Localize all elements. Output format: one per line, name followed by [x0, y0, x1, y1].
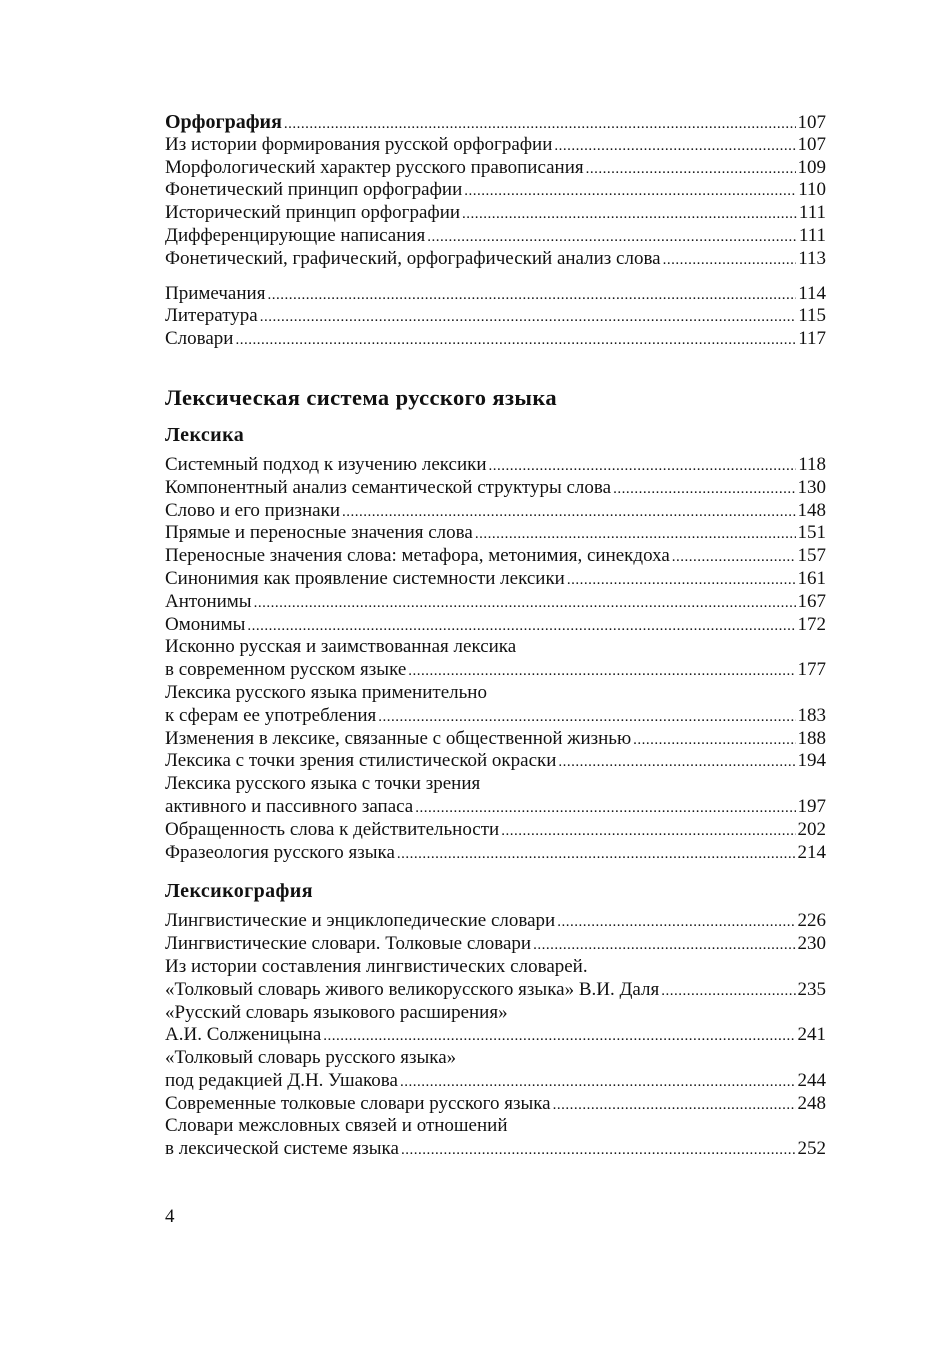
dot-leader: [475, 523, 796, 546]
toc-entry-title: активного и пассивного запаса: [165, 795, 414, 817]
dot-leader: [267, 284, 796, 307]
toc-entry-page: 172: [797, 613, 826, 635]
toc-entry-page: 115: [798, 305, 826, 327]
toc-entry-title: Из истории формирования русской орфографии: [165, 133, 553, 155]
toc-entry[interactable]: [165, 522, 826, 545]
toc-entry-last-line: [165, 1024, 826, 1047]
toc-entry-title: Изменения в лексике, связанные с общественной жизнью: [165, 727, 632, 749]
toc-entry-title: Фонетический, графический, орфографический анализ слова: [165, 247, 661, 269]
toc-entry-title: Системный подход к изучению лексики: [165, 453, 487, 475]
toc-entry-title: под редакцией Д.Н. Ушакова: [165, 1069, 398, 1091]
toc-entry-page: 202: [797, 818, 826, 840]
table-of-contents: [165, 111, 826, 1161]
toc-entry-multiline[interactable]: [165, 636, 826, 682]
dot-leader: [672, 546, 796, 569]
toc-entry-literature[interactable]: [165, 305, 826, 328]
toc-entry-title-line1: Исконно русская и заимствованная лексика: [165, 636, 517, 658]
toc-entry-title-line1: Лексика русского языка с точки зрения: [165, 773, 481, 795]
toc-entry-title: Фразеология русского языка: [165, 841, 395, 863]
part-title: Лексическая система русского языка: [165, 384, 558, 410]
dot-leader: [613, 478, 795, 501]
toc-entry[interactable]: [165, 842, 826, 865]
toc-entry-title: Обращенность слова к действительности: [165, 818, 500, 840]
dot-leader: [501, 820, 795, 843]
toc-entry[interactable]: [165, 750, 826, 773]
dot-leader: [462, 203, 797, 226]
toc-entry-title: Слово и его признаки: [165, 499, 341, 521]
toc-entry-title: Исторический принцип орфографии: [165, 202, 461, 224]
toc-entry-title: Лингвистические и энциклопедические словари: [165, 910, 556, 932]
toc-entry[interactable]: [165, 202, 826, 225]
toc-entry-last-line: [165, 1138, 826, 1161]
toc-entry-title: в современном русском языке: [165, 659, 407, 681]
toc-entry-title: Компонентный анализ семантической структуры слова: [165, 476, 612, 498]
toc-entry-title: в лексической системе языка: [165, 1138, 399, 1160]
section-heading-leksikografiya: Лексикография: [165, 880, 313, 903]
toc-entry[interactable]: [165, 454, 826, 477]
toc-entry-notes[interactable]: [165, 283, 826, 306]
toc-entry-multiline[interactable]: [165, 956, 826, 1002]
toc-entry[interactable]: [165, 568, 826, 591]
toc-entry-title: Морфологический характер русского правописания: [165, 156, 584, 178]
toc-entry-page: 148: [797, 499, 826, 521]
spacer: [165, 271, 826, 283]
toc-entry-last-line: [165, 705, 826, 728]
toc-entry-page: 109: [797, 156, 826, 178]
page-number: 4: [165, 1206, 175, 1227]
toc-entry[interactable]: [165, 933, 826, 956]
toc-entry-page: 248: [797, 1092, 826, 1114]
toc-entry-title: «Толковый словарь живого великорусского языка» В.И. Даля: [165, 978, 660, 1000]
toc-entry-page: 226: [797, 910, 826, 932]
toc-entry-title-line1: Из истории составления лингвистических словарей.: [165, 955, 588, 977]
toc-entry-multiline[interactable]: [165, 1115, 826, 1161]
dot-leader: [558, 751, 795, 774]
dot-leader: [533, 934, 795, 957]
toc-entry[interactable]: [165, 225, 826, 248]
toc-entry-title: Омонимы: [165, 613, 246, 635]
dot-leader: [408, 660, 795, 683]
toc-entry-multiline[interactable]: [165, 1002, 826, 1048]
spacer: [165, 864, 826, 878]
toc-entry-multiline[interactable]: [165, 773, 826, 819]
dot-leader: [323, 1025, 795, 1048]
toc-entry-title: Переносные значения слова: метафора, метонимия, синекдоха: [165, 545, 670, 567]
toc-entry-page: 113: [798, 247, 826, 269]
toc-entry-multiline[interactable]: [165, 1047, 826, 1093]
toc-entry-page: 107: [797, 133, 826, 155]
toc-entry-title: к сферам ее употребления: [165, 704, 377, 726]
toc-entry-page: 214: [797, 841, 826, 863]
toc-entry-heading[interactable]: [165, 111, 826, 134]
toc-entry-page: 151: [797, 522, 826, 544]
toc-entry-dictionaries[interactable]: [165, 328, 826, 351]
dot-leader: [464, 180, 796, 203]
toc-entry[interactable]: [165, 179, 826, 202]
toc-entry-multiline[interactable]: [165, 682, 826, 728]
toc-entry-last-line: [165, 796, 826, 819]
toc-entry-title: Дифференцирующие написания: [165, 224, 426, 246]
dot-leader: [260, 306, 796, 329]
toc-entry-page: 110: [798, 179, 826, 201]
dot-leader: [401, 1139, 796, 1162]
toc-entry-page: 111: [798, 202, 826, 224]
toc-entry[interactable]: [165, 819, 826, 842]
toc-entry-page: 117: [798, 328, 826, 350]
toc-entry-page: 252: [797, 1138, 826, 1160]
toc-entry[interactable]: [165, 157, 826, 180]
toc-entry[interactable]: [165, 500, 826, 523]
toc-entry-title-line1: «Толковый словарь русского языка»: [165, 1047, 457, 1069]
dot-leader: [633, 729, 795, 752]
dot-leader: [284, 113, 796, 136]
toc-entry-page: 194: [797, 750, 826, 772]
toc-entry-page: 161: [797, 567, 826, 589]
toc-entry-last-line: [165, 979, 826, 1002]
toc-entry-page: 197: [797, 795, 826, 817]
dot-leader: [586, 158, 796, 181]
toc-entry-title: Орфография: [165, 111, 282, 133]
toc-entry-page: 230: [797, 933, 826, 955]
section-leksika-list: [165, 454, 826, 864]
toc-entry-page: 130: [797, 476, 826, 498]
dot-leader: [254, 592, 796, 615]
toc-entry-page: 177: [797, 659, 826, 681]
toc-entry-title: Лексика с точки зрения стилистической окраски: [165, 750, 557, 772]
toc-entry-title: Лингвистические словари. Толковые словари: [165, 933, 532, 955]
toc-entry-page: 235: [797, 978, 826, 1000]
toc-entry[interactable]: [165, 614, 826, 637]
toc-entry-title: Примечания: [165, 282, 266, 304]
toc-entry-title: Словари: [165, 328, 234, 350]
dot-leader: [554, 135, 795, 158]
toc-entry-last-line: [165, 1070, 826, 1093]
toc-entry[interactable]: [165, 910, 826, 933]
section-leksikografiya-list: [165, 910, 826, 1161]
toc-entry-page: 111: [798, 224, 826, 246]
toc-entry-page: 114: [798, 282, 826, 304]
toc-entry-page: 183: [797, 704, 826, 726]
dot-leader: [247, 615, 795, 638]
toc-entry-title: А.И. Солженицына: [165, 1024, 322, 1046]
toc-entry-page: 188: [797, 727, 826, 749]
toc-entry-title: Литература: [165, 305, 258, 327]
dot-leader: [553, 1094, 796, 1117]
section-orfografiya-list: [165, 134, 826, 271]
toc-entry-title: Синонимия как проявление системности лексики: [165, 567, 565, 589]
toc-entry[interactable]: [165, 248, 826, 271]
toc-entry-title-line1: Словари межсловных связей и отношений: [165, 1115, 508, 1137]
toc-entry-page: 157: [797, 545, 826, 567]
dot-leader: [400, 1071, 796, 1094]
toc-entry-title-line1: «Русский словарь языкового расширения»: [165, 1001, 508, 1023]
dot-leader: [342, 501, 795, 524]
toc-entry-page: 241: [797, 1024, 826, 1046]
appendix-list: [165, 283, 826, 351]
dot-leader: [567, 569, 796, 592]
toc-entry[interactable]: [165, 728, 826, 751]
toc-entry-page: 244: [797, 1069, 826, 1091]
section-heading-leksika: Лексика: [165, 423, 245, 446]
toc-entry[interactable]: [165, 477, 826, 500]
toc-entry-title: Фонетический принцип орфографии: [165, 179, 463, 201]
toc-entry-title: Антонимы: [165, 590, 252, 612]
toc-entry[interactable]: [165, 545, 826, 568]
toc-entry-page: 118: [798, 453, 826, 475]
dot-leader: [235, 329, 796, 352]
dot-leader: [663, 249, 797, 272]
dot-leader: [427, 226, 797, 249]
toc-entry-title: Прямые и переносные значения слова: [165, 522, 473, 544]
dot-leader: [378, 706, 795, 729]
toc-entry[interactable]: [165, 1093, 826, 1116]
toc-entry-last-line: [165, 659, 826, 682]
toc-entry-page: 107: [797, 112, 826, 133]
toc-entry-title: Современные толковые словари русского языка: [165, 1092, 551, 1114]
dot-leader: [489, 455, 797, 478]
dot-leader: [557, 911, 795, 934]
toc-entry[interactable]: [165, 134, 826, 157]
dot-leader: [415, 797, 795, 820]
dot-leader: [397, 843, 796, 866]
toc-entry-page: 167: [797, 590, 826, 612]
toc-entry-title-line1: Лексика русского языка применительно: [165, 681, 487, 703]
toc-entry[interactable]: [165, 591, 826, 614]
dot-leader: [661, 980, 795, 1003]
